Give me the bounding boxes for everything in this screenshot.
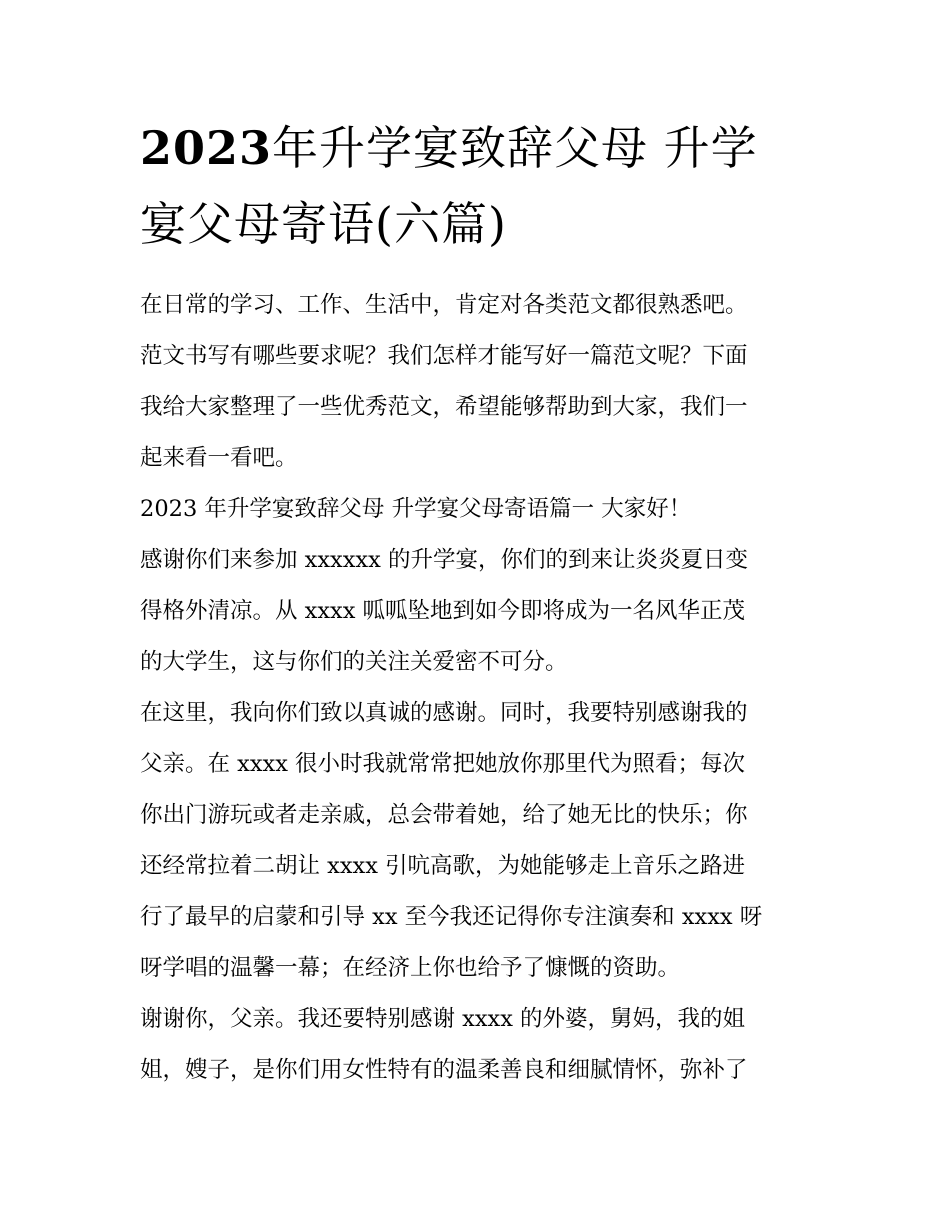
body-line: 得格外清凉。从 xxxx 呱呱坠地到如今即将成为一名风华正茂 bbox=[140, 598, 746, 624]
title-line-2: 宴父母寄语(六篇) bbox=[140, 197, 507, 251]
body-line: 你出门游玩或者走亲戚，总会带着她，给了她无比的快乐；你 bbox=[140, 802, 748, 828]
section-heading-line: 2023 年升学宴致辞父母 升学宴父母寄语篇一 大家好！ bbox=[140, 496, 692, 522]
body-line: 谢谢你，父亲。我还要特别感谢 xxxx 的外婆，舅妈，我的姐 bbox=[140, 1006, 746, 1032]
body-line: 在这里，我向你们致以真诚的感谢。同时，我要特别感谢我的 bbox=[140, 700, 748, 726]
body-line: 感谢你们来参加 xxxxxx 的升学宴，你们的到来让炎炎夏日变 bbox=[140, 547, 748, 573]
body-line: 姐，嫂子，是你们用女性特有的温柔善良和细腻情怀，弥补了 bbox=[140, 1057, 748, 1083]
document-title bbox=[140, 110, 820, 262]
document-page bbox=[140, 110, 820, 1096]
document-body bbox=[140, 280, 820, 1096]
body-line: 起来看一看吧。 bbox=[140, 445, 298, 471]
body-line: 还经常拉着二胡让 xxxx 引吭高歌，为她能够走上音乐之路进 bbox=[140, 853, 746, 879]
body-line: 我给大家整理了一些优秀范文，希望能够帮助到大家，我们一 bbox=[140, 394, 748, 420]
body-line: 的大学生，这与你们的关注关爱密不可分。 bbox=[140, 649, 568, 675]
title-year: 2023 bbox=[140, 121, 273, 175]
title-line-1-text: 年升学宴致辞父母 升学 bbox=[272, 121, 758, 175]
body-line: 父亲。在 xxxx 很小时我就常常把她放你那里代为照看；每次 bbox=[140, 751, 746, 777]
body-line: 行了最早的启蒙和引导 xx 至今我还记得你专注演奏和 xxxx 呀 bbox=[140, 904, 763, 930]
body-line: 在日常的学习、工作、生活中，肯定对各类范文都很熟悉吧。 bbox=[140, 292, 748, 318]
body-line: 范文书写有哪些要求呢？我们怎样才能写好一篇范文呢？下面 bbox=[140, 343, 748, 369]
title-line-1 bbox=[140, 110, 820, 186]
body-line: 呀学唱的温馨一幕；在经济上你也给予了慷慨的资助。 bbox=[140, 955, 681, 981]
